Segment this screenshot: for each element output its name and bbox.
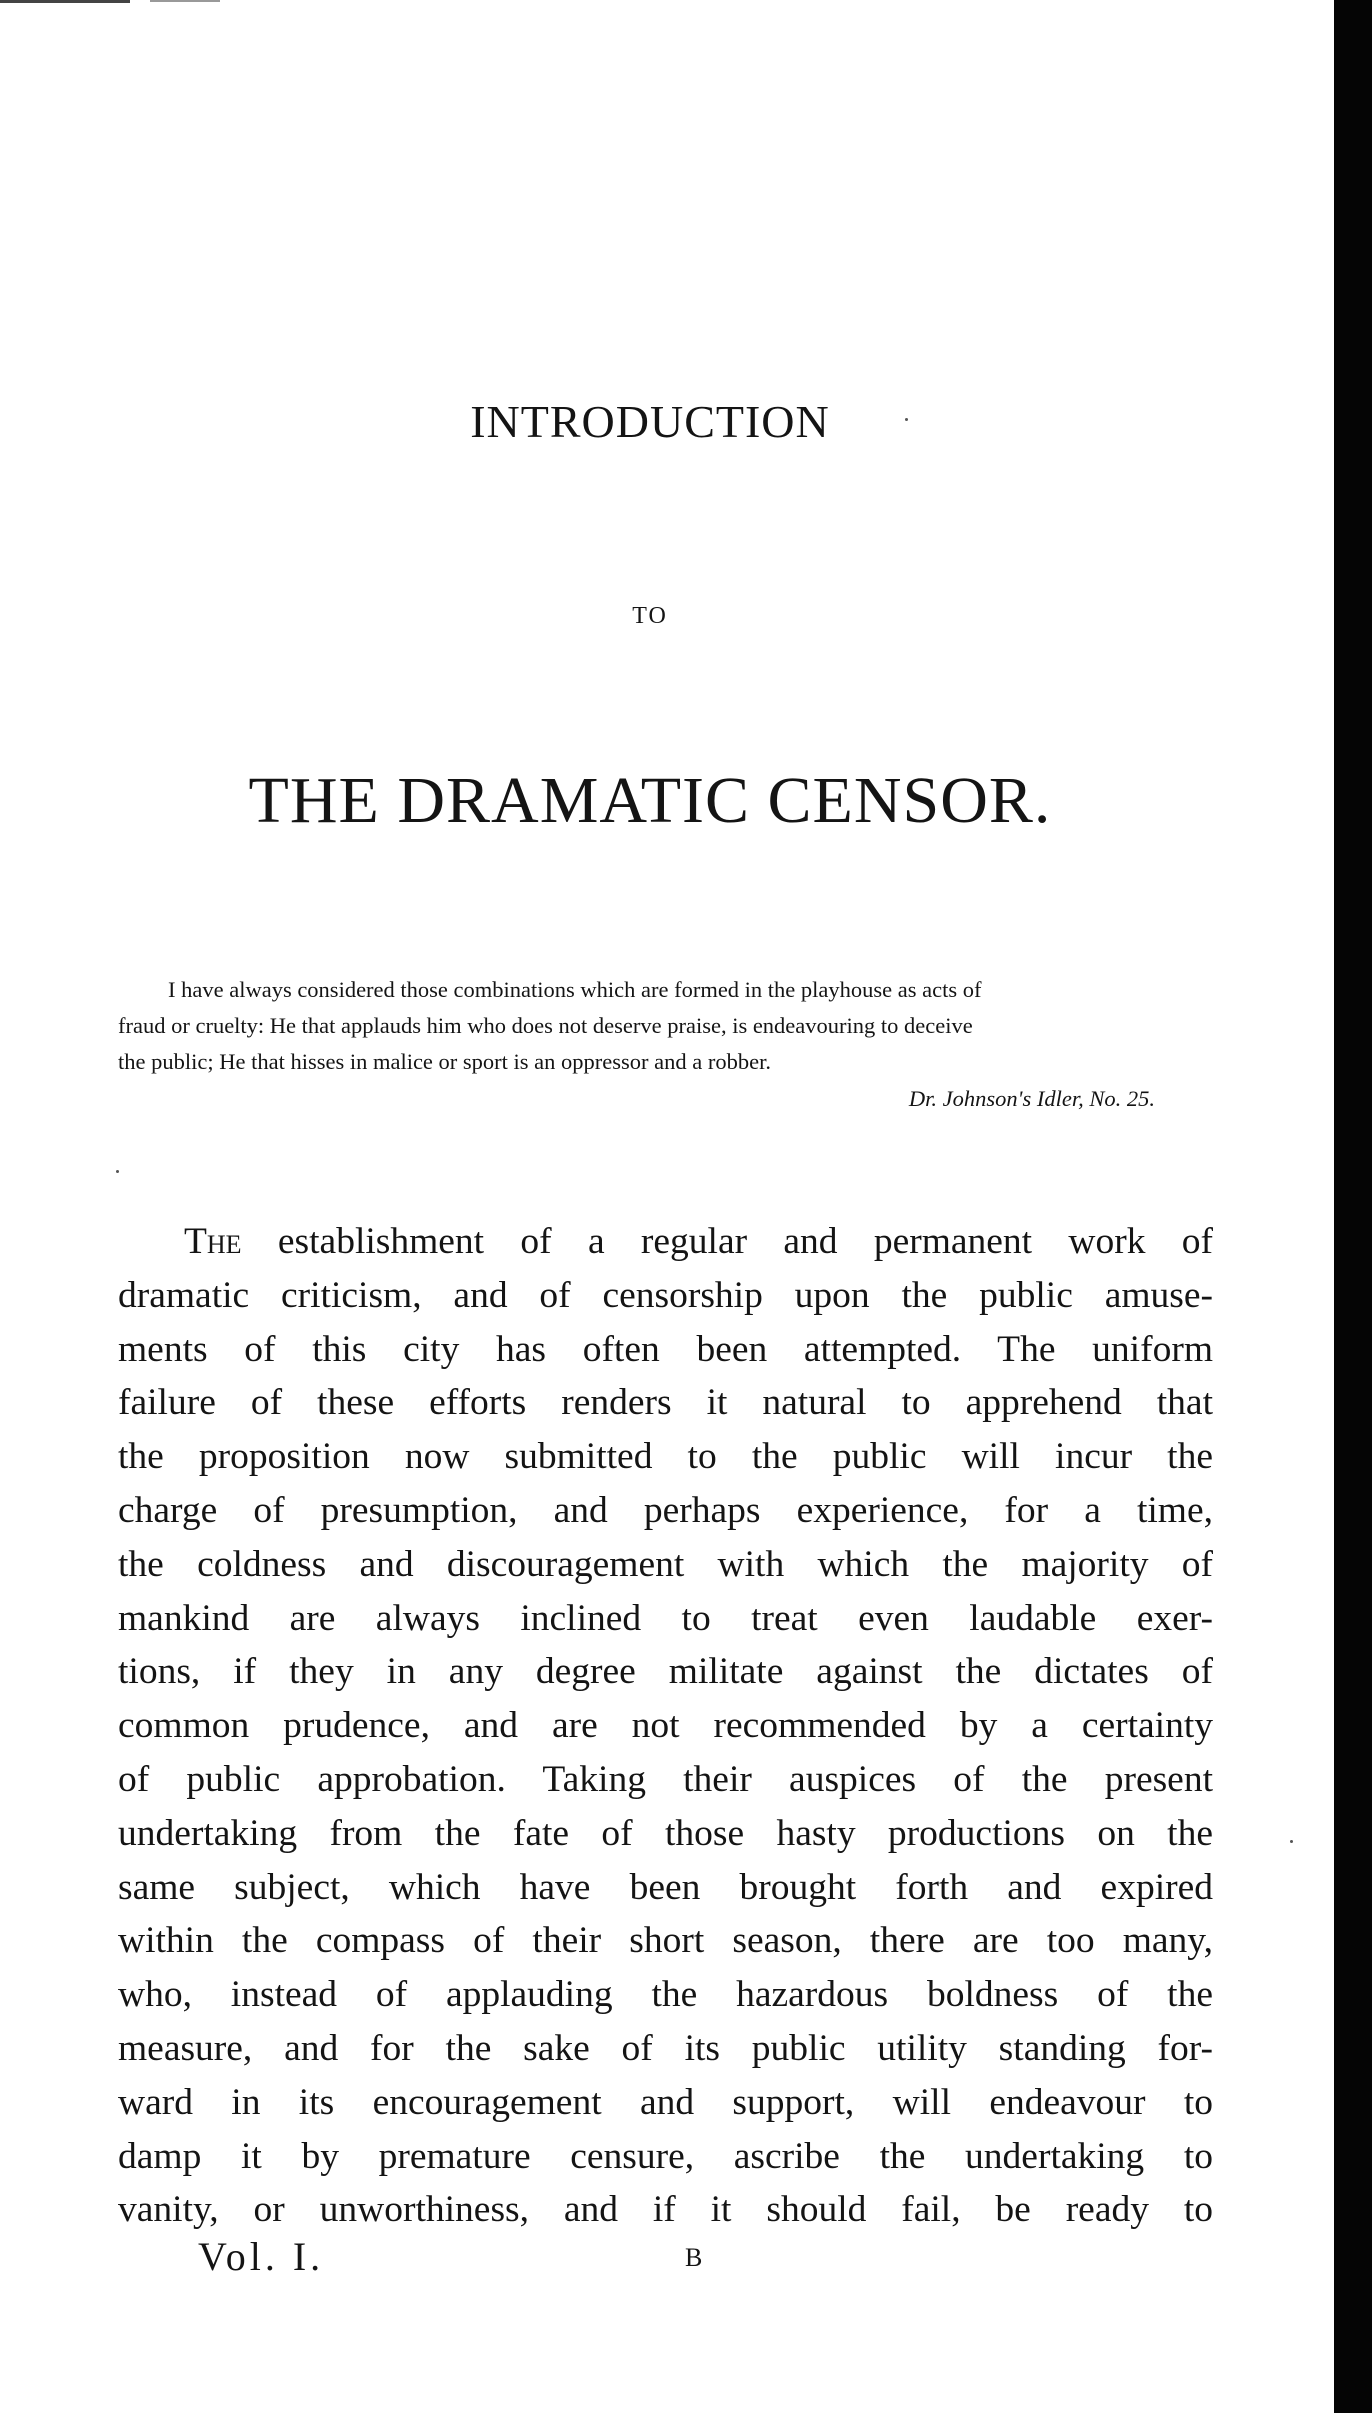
top-edge-mark — [0, 0, 130, 3]
heading-introduction: INTRODUCTION — [470, 396, 830, 447]
print-speck — [1290, 1840, 1293, 1843]
body-line: who, instead of applauding the hazardous boldness of the — [118, 1974, 1213, 2016]
epigraph-line: the public; He that hisses in malice or sport is an oppressor and a robber. — [118, 1049, 771, 1074]
epigraph-line: fraud or cruelty: He that applauds him who does not deserve praise, is endeavouring to deceive — [118, 1013, 973, 1038]
body-line: within the compass of their short season, there are too many, — [118, 1920, 1213, 1962]
body-line: ments of this city has often been attempted. The uniform — [118, 1328, 1213, 1370]
body-line: measure, and for the sake of its public utility standing for- — [118, 2027, 1213, 2069]
volume-marker: Vol. I. — [198, 2234, 325, 2279]
epigraph — [118, 972, 1210, 1080]
print-speck — [905, 418, 908, 421]
body-line-text: establishment of a regular and permanent work of — [277, 1221, 1213, 1262]
body-line-first — [118, 1215, 1213, 1269]
epigraph-attribution: Dr. Johnson's Idler, No. 25. — [908, 1086, 1155, 1111]
body-line: vanity, or unworthiness, and if it should fail, be ready to — [118, 2189, 1213, 2231]
epigraph-line: I have always considered those combinations which are formed in the playhouse as acts of — [168, 977, 982, 1002]
body-line: charge of presumption, and perhaps experience, for a time, — [118, 1489, 1213, 1531]
signature-mark: B — [685, 2243, 703, 2272]
body-line: common prudence, and are not recommended by a certainty — [118, 1705, 1213, 1747]
body-line: mankind are always inclined to treat even laudable exer- — [118, 1597, 1213, 1639]
page-title: THE DRAMATIC CENSOR. — [248, 764, 1052, 837]
opening-word: The — [184, 1221, 242, 1262]
body-line: damp it by premature censure, ascribe the undertaking to — [118, 2135, 1213, 2177]
body-line: the coldness and discouragement with which the majority of — [118, 1543, 1213, 1585]
top-edge-mark-secondary — [150, 0, 220, 2]
body-line: the proposition now submitted to the public will incur the — [118, 1436, 1213, 1478]
body-line: failure of these efforts renders it natural to apprehend that — [118, 1382, 1213, 1424]
print-speck — [116, 1170, 119, 1173]
body-line: undertaking from the fate of those hasty productions on the — [118, 1812, 1213, 1854]
body-line: of public approbation. Taking their auspices of the present — [118, 1758, 1213, 1800]
body-line: tions, if they in any degree militate against the dictates of — [118, 1651, 1213, 1693]
heading-to: TO — [632, 603, 668, 629]
body-paragraph — [118, 1215, 1213, 2237]
scan-edge-shadow — [1334, 0, 1372, 2413]
body-line: ward in its encouragement and support, will endeavour to — [118, 2081, 1213, 2123]
body-line: dramatic criticism, and of censorship upon the public amuse- — [118, 1274, 1213, 1316]
body-line: same subject, which have been brought forth and expired — [118, 1866, 1213, 1908]
